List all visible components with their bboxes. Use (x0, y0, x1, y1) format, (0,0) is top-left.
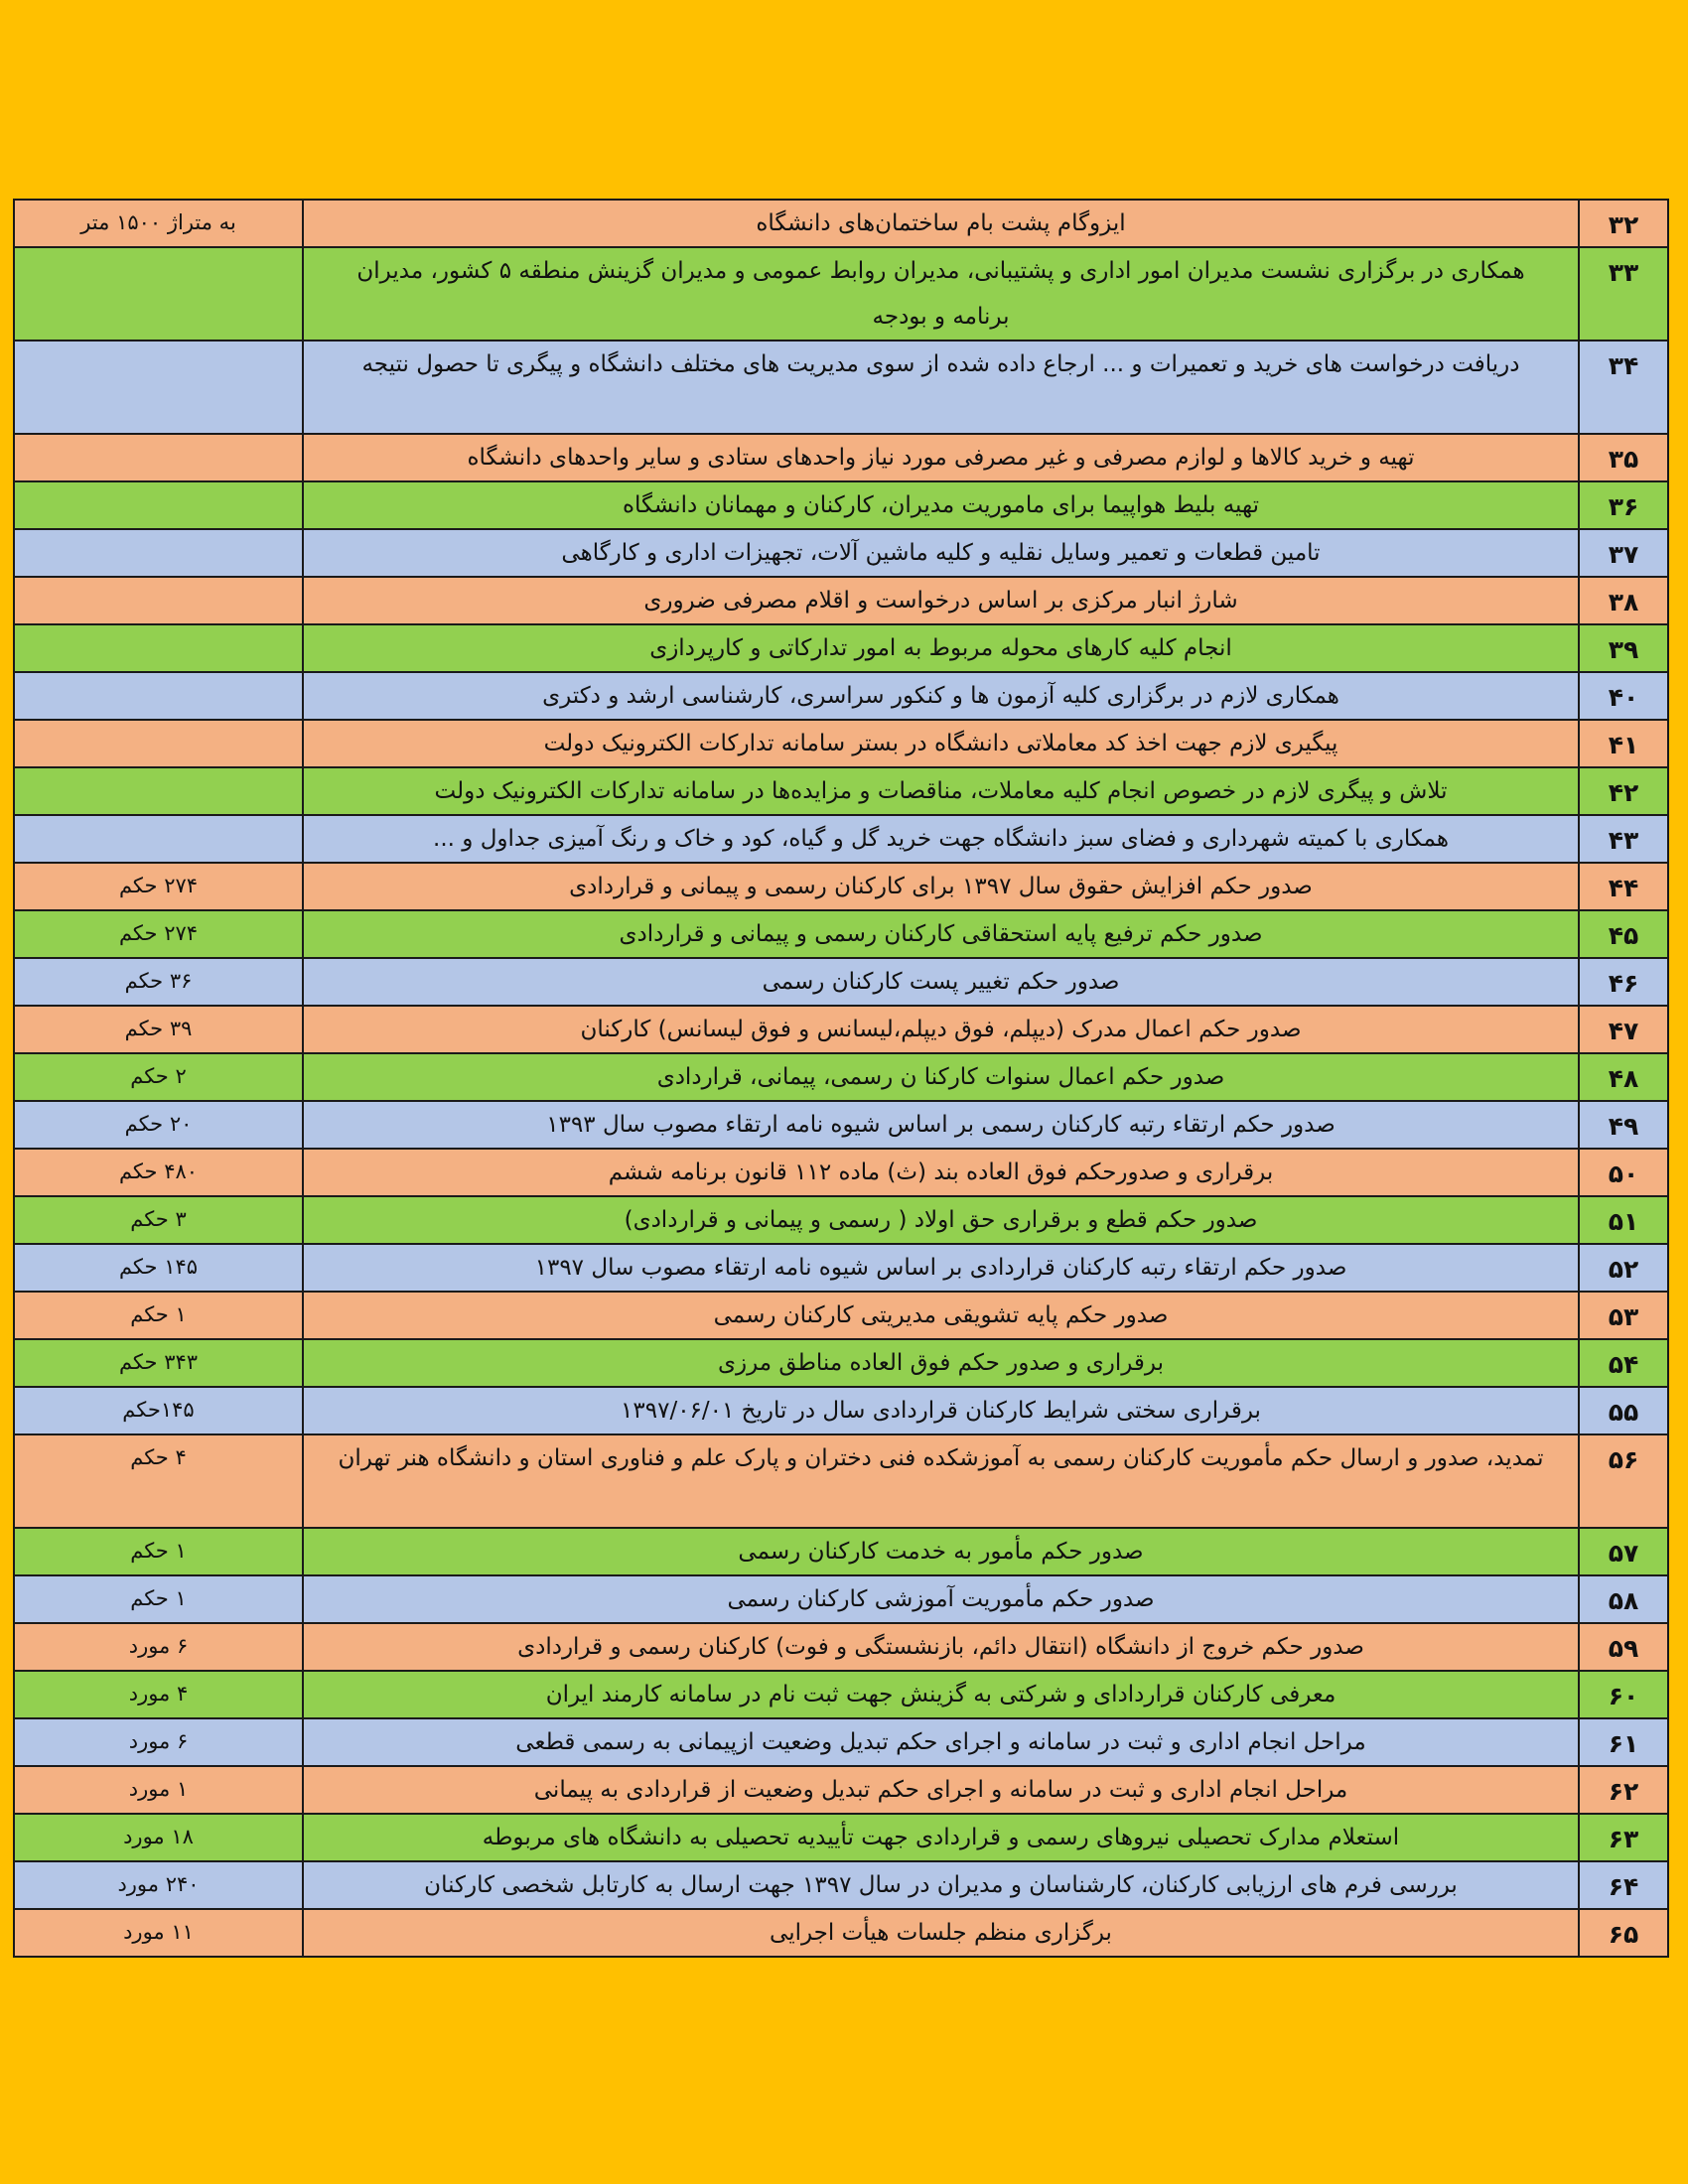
row-number-cell: ۵۱ (1579, 1196, 1668, 1244)
row-number-cell: ۳۴ (1579, 341, 1668, 434)
row-number-cell: ۴۵ (1579, 910, 1668, 958)
row-note-cell: ۱۸ مورد (14, 1814, 303, 1861)
row-number-cell: ۳۳ (1579, 247, 1668, 341)
row-description-cell: دریافت درخواست های خرید و تعمیرات و ... ارجاع داده شده از سوی مدیریت های مختلف دانشگاه و پیگری تا حصول نتیجه (303, 341, 1579, 434)
row-description-cell: صدور حکم تغییر پست کارکنان رسمی (303, 958, 1579, 1006)
row-description-cell: برقراری سختی شرایط کارکنان قراردادی سال در تاریخ ۱۳۹۷/۰۶/۰۱ (303, 1387, 1579, 1434)
row-note-cell: ۱۴۵ حکم (14, 1244, 303, 1292)
row-note-cell (14, 341, 303, 434)
row-note-cell: ۱۴۵حکم (14, 1387, 303, 1434)
row-note-cell: ۴۸۰ حکم (14, 1149, 303, 1196)
row-number-cell: ۴۲ (1579, 767, 1668, 815)
row-number-cell: ۵۶ (1579, 1434, 1668, 1528)
row-description-cell: برقراری و صدور حکم فوق العاده مناطق مرزی (303, 1339, 1579, 1387)
table-row (14, 1909, 1668, 1957)
row-number-cell: ۳۸ (1579, 577, 1668, 624)
row-number-cell: ۶۴ (1579, 1861, 1668, 1909)
row-note-cell (14, 529, 303, 577)
row-number-cell: ۴۴ (1579, 863, 1668, 910)
row-note-cell (14, 624, 303, 672)
row-description-cell: صدور حکم ترفیع پایه استحقاقی کارکنان رسمی و پیمانی و قراردادی (303, 910, 1579, 958)
table-row (14, 1434, 1668, 1528)
row-number-cell: ۵۷ (1579, 1528, 1668, 1575)
row-note-cell: ۳۶ حکم (14, 958, 303, 1006)
row-description-cell: صدور حکم ارتقاء رتبه کارکنان قراردادی بر اساس شیوه نامه ارتقاء مصوب سال ۱۳۹۷ (303, 1244, 1579, 1292)
row-note-cell: ۴ حکم (14, 1434, 303, 1528)
row-description-cell: تمدید، صدور و ارسال حکم مأموریت کارکنان رسمی به آموزشکده فنی دختران و پارک علم و فناوری استان و دانشگاه هنر تهران (303, 1434, 1579, 1528)
table-row (14, 624, 1668, 672)
table-row (14, 481, 1668, 529)
row-description-cell: استعلام مدارک تحصیلی نیروهای رسمی و قراردادی جهت تأییدیه تحصیلی به دانشگاه های مربوطه (303, 1814, 1579, 1861)
row-note-cell: ۳۹ حکم (14, 1006, 303, 1053)
row-note-cell (14, 815, 303, 863)
row-number-cell: ۵۴ (1579, 1339, 1668, 1387)
row-number-cell: ۳۲ (1579, 200, 1668, 247)
row-description-cell: مراحل انجام اداری و ثبت در سامانه و اجرای حکم تبدیل وضعیت از قراردادی به پیمانی (303, 1766, 1579, 1814)
row-description-cell: همکاری در برگزاری نشست مدیران امور اداری و پشتیبانی، مدیران روابط عمومی و مدیران گزینش منطقه ۵ کشور، مدیران برنامه و بودجه (303, 247, 1579, 341)
row-number-cell: ۵۳ (1579, 1292, 1668, 1339)
row-note-cell: ۲۷۴ حکم (14, 863, 303, 910)
table-row (14, 1244, 1668, 1292)
row-number-cell: ۳۵ (1579, 434, 1668, 481)
table-row (14, 720, 1668, 767)
row-note-cell: ۲ حکم (14, 1053, 303, 1101)
row-description-cell: صدور حکم مأمور به خدمت کارکنان رسمی (303, 1528, 1579, 1575)
row-description-cell: صدور حکم افزایش حقوق سال ۱۳۹۷ برای کارکنان رسمی و پیمانی و قراردادی (303, 863, 1579, 910)
table-row (14, 815, 1668, 863)
table-row (14, 958, 1668, 1006)
row-note-cell (14, 577, 303, 624)
table-row (14, 1671, 1668, 1718)
row-note-cell (14, 434, 303, 481)
row-number-cell: ۴۸ (1579, 1053, 1668, 1101)
row-number-cell: ۶۱ (1579, 1718, 1668, 1766)
row-note-cell: ۲۴۰ مورد (14, 1861, 303, 1909)
table-row (14, 1387, 1668, 1434)
row-note-cell: ۳۴۳ حکم (14, 1339, 303, 1387)
row-description-cell: تلاش و پیگری لازم در خصوص انجام کلیه معاملات، مناقصات و مزایده‌ها در سامانه تدارکات الکترونیک دولت (303, 767, 1579, 815)
row-number-cell: ۴۶ (1579, 958, 1668, 1006)
row-number-cell: ۴۷ (1579, 1006, 1668, 1053)
row-note-cell: ۳ حکم (14, 1196, 303, 1244)
table-row (14, 767, 1668, 815)
tasks-table (13, 199, 1669, 1958)
row-note-cell: ۱۱ مورد (14, 1909, 303, 1957)
row-description-cell: مراحل انجام اداری و ثبت در سامانه و اجرای حکم تبدیل وضعیت ازپیمانی به رسمی قطعی (303, 1718, 1579, 1766)
table-row (14, 341, 1668, 434)
row-number-cell: ۴۰ (1579, 672, 1668, 720)
row-note-cell (14, 720, 303, 767)
table-row (14, 1861, 1668, 1909)
row-number-cell: ۳۹ (1579, 624, 1668, 672)
table-row (14, 1528, 1668, 1575)
row-description-cell: برقراری و صدورحکم فوق العاده بند (ث) ماده ۱۱۲ قانون برنامه ششم (303, 1149, 1579, 1196)
table-row (14, 1575, 1668, 1623)
row-note-cell: ۱ حکم (14, 1292, 303, 1339)
row-note-cell: ۱ مورد (14, 1766, 303, 1814)
table-row (14, 434, 1668, 481)
row-note-cell (14, 247, 303, 341)
table-row (14, 247, 1668, 341)
row-description-cell: تهیه بلیط هواپیما برای ماموریت مدیران، کارکنان و مهمانان دانشگاه (303, 481, 1579, 529)
row-description-cell: همکاری با کمیته شهرداری و فضای سبز دانشگاه جهت خرید گل و گیاه، کود و خاک و رنگ آمیزی جداول و ... (303, 815, 1579, 863)
row-description-cell: تامین قطعات و تعمیر وسایل نقلیه و کلیه ماشین آلات، تجهیزات اداری و کارگاهی (303, 529, 1579, 577)
table-row (14, 1814, 1668, 1861)
row-note-cell: ۲۰ حکم (14, 1101, 303, 1149)
row-description-cell: شارژ انبار مرکزی بر اساس درخواست و اقلام مصرفی ضروری (303, 577, 1579, 624)
row-description-cell: انجام کلیه کارهای محوله مربوط به امور تدارکاتی و کارپردازی (303, 624, 1579, 672)
table-row (14, 863, 1668, 910)
row-description-cell: همکاری لازم در برگزاری کلیه آزمون ها و کنکور سراسری، کارشناسی ارشد و دکتری (303, 672, 1579, 720)
table-row (14, 1718, 1668, 1766)
row-number-cell: ۳۷ (1579, 529, 1668, 577)
table-row (14, 529, 1668, 577)
row-description-cell: صدور حکم پایه تشویقی مدیریتی کارکنان رسمی (303, 1292, 1579, 1339)
row-description-cell: پیگیری لازم جهت اخذ کد معاملاتی دانشگاه در بستر سامانه تدارکات الکترونیک دولت (303, 720, 1579, 767)
table-row (14, 1006, 1668, 1053)
table-row (14, 200, 1668, 247)
row-description-cell: صدور حکم ارتقاء رتبه کارکنان رسمی بر اساس شیوه نامه ارتقاء مصوب سال ۱۳۹۳ (303, 1101, 1579, 1149)
row-description-cell: صدور حکم خروج از دانشگاه (انتقال دائم، بازنشستگی و فوت) کارکنان رسمی و قراردادی (303, 1623, 1579, 1671)
row-description-cell: صدور حکم اعمال سنوات کارکنا ن رسمی، پیمانی، قراردادی (303, 1053, 1579, 1101)
row-description-cell: صدور حکم قطع و برقراری حق اولاد ( رسمی و پیمانی و قراردادی) (303, 1196, 1579, 1244)
row-note-cell (14, 767, 303, 815)
table-row (14, 1339, 1668, 1387)
row-description-cell: بررسی فرم های ارزیابی کارکنان، کارشناسان و مدیران در سال ۱۳۹۷ جهت ارسال به کارتابل شخصی کارکنان (303, 1861, 1579, 1909)
row-note-cell (14, 481, 303, 529)
row-description-cell: برگزاری منظم جلسات هیأت اجرایی (303, 1909, 1579, 1957)
row-note-cell (14, 672, 303, 720)
row-description-cell: تهیه و خرید کالاها و لوازم مصرفی و غیر مصرفی مورد نیاز واحدهای ستادی و سایر واحدهای دانشگاه (303, 434, 1579, 481)
table-row (14, 1196, 1668, 1244)
row-note-cell: به متراژ ۱۵۰۰ متر (14, 200, 303, 247)
row-number-cell: ۶۰ (1579, 1671, 1668, 1718)
row-number-cell: ۵۵ (1579, 1387, 1668, 1434)
table-row (14, 910, 1668, 958)
table-row (14, 1149, 1668, 1196)
table-row (14, 1623, 1668, 1671)
row-number-cell: ۵۹ (1579, 1623, 1668, 1671)
row-note-cell: ۶ مورد (14, 1623, 303, 1671)
row-number-cell: ۵۲ (1579, 1244, 1668, 1292)
row-description-cell: ایزوگام پشت بام ساختمان‌های دانشگاه (303, 200, 1579, 247)
row-number-cell: ۴۹ (1579, 1101, 1668, 1149)
row-note-cell: ۲۷۴ حکم (14, 910, 303, 958)
row-number-cell: ۴۱ (1579, 720, 1668, 767)
row-number-cell: ۵۸ (1579, 1575, 1668, 1623)
table-row (14, 1766, 1668, 1814)
tasks-table-wrapper (13, 199, 1667, 1958)
row-description-cell: صدور حکم اعمال مدرک (دیپلم، فوق دیپلم،لیسانس و فوق لیسانس) کارکنان (303, 1006, 1579, 1053)
row-number-cell: ۶۲ (1579, 1766, 1668, 1814)
table-row (14, 577, 1668, 624)
table-row (14, 1101, 1668, 1149)
row-note-cell: ۴ مورد (14, 1671, 303, 1718)
row-number-cell: ۳۶ (1579, 481, 1668, 529)
tasks-table-body (14, 200, 1668, 1957)
row-description-cell: معرفی کارکنان قراردادای و شرکتی به گزینش جهت ثبت نام در سامانه کارمند ایران (303, 1671, 1579, 1718)
row-note-cell: ۶ مورد (14, 1718, 303, 1766)
row-number-cell: ۵۰ (1579, 1149, 1668, 1196)
table-row (14, 1053, 1668, 1101)
row-number-cell: ۶۵ (1579, 1909, 1668, 1957)
row-description-cell: صدور حکم مأموریت آموزشی کارکنان رسمی (303, 1575, 1579, 1623)
row-note-cell: ۱ حکم (14, 1528, 303, 1575)
table-row (14, 672, 1668, 720)
row-number-cell: ۴۳ (1579, 815, 1668, 863)
row-number-cell: ۶۳ (1579, 1814, 1668, 1861)
table-row (14, 1292, 1668, 1339)
row-note-cell: ۱ حکم (14, 1575, 303, 1623)
